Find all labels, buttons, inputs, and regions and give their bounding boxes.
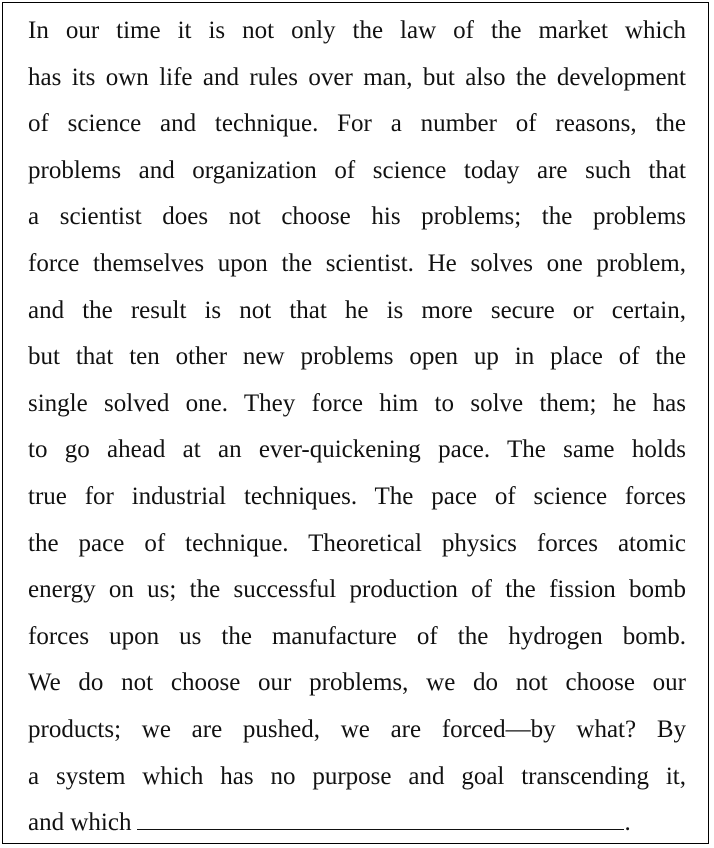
passage-line: a scientist does not choose his problems; the problems [28,203,686,231]
passage-line: the pace of technique. Theoretical physics forces atomic [28,529,686,557]
passage-final-line [28,800,686,847]
passage-box [2,2,709,844]
final-line-prefix: and which [28,809,132,837]
passage-line: forces upon us the manufacture of the hydrogen bomb. [28,622,686,650]
passage-line: In our time it is not only the law of the market which [28,17,686,44]
passage-line: to go ahead at an ever-quickening pace. The same holds [28,436,686,464]
passage-line: and the result is not that he is more secure or certain, [28,296,686,324]
passage-line: true for industrial techniques. The pace of science forces [28,482,686,510]
passage-line: We do not choose our problems, we do not choose our [28,669,686,697]
passage-text [28,8,686,847]
passage-line: problems and organization of science today are such that [28,156,686,184]
passage-line: single solved one. They force him to solve them; he has [28,389,686,417]
final-line-period: . [624,809,631,837]
passage-line: force themselves upon the scientist. He solves one problem, [28,249,686,277]
passage-line: a system which has no purpose and goal transcending it, [28,762,686,790]
passage-line: energy on us; the successful production of the fission bomb [28,576,686,604]
answer-blank[interactable] [137,802,624,830]
passage-line: products; we are pushed, we are forced—by what? By [28,715,686,743]
passage-line: but that ten other new problems open up in place of the [28,343,686,371]
passage-line: of science and technique. For a number of reasons, the [28,110,686,138]
passage-line: has its own life and rules over man, but also the development [28,63,686,91]
